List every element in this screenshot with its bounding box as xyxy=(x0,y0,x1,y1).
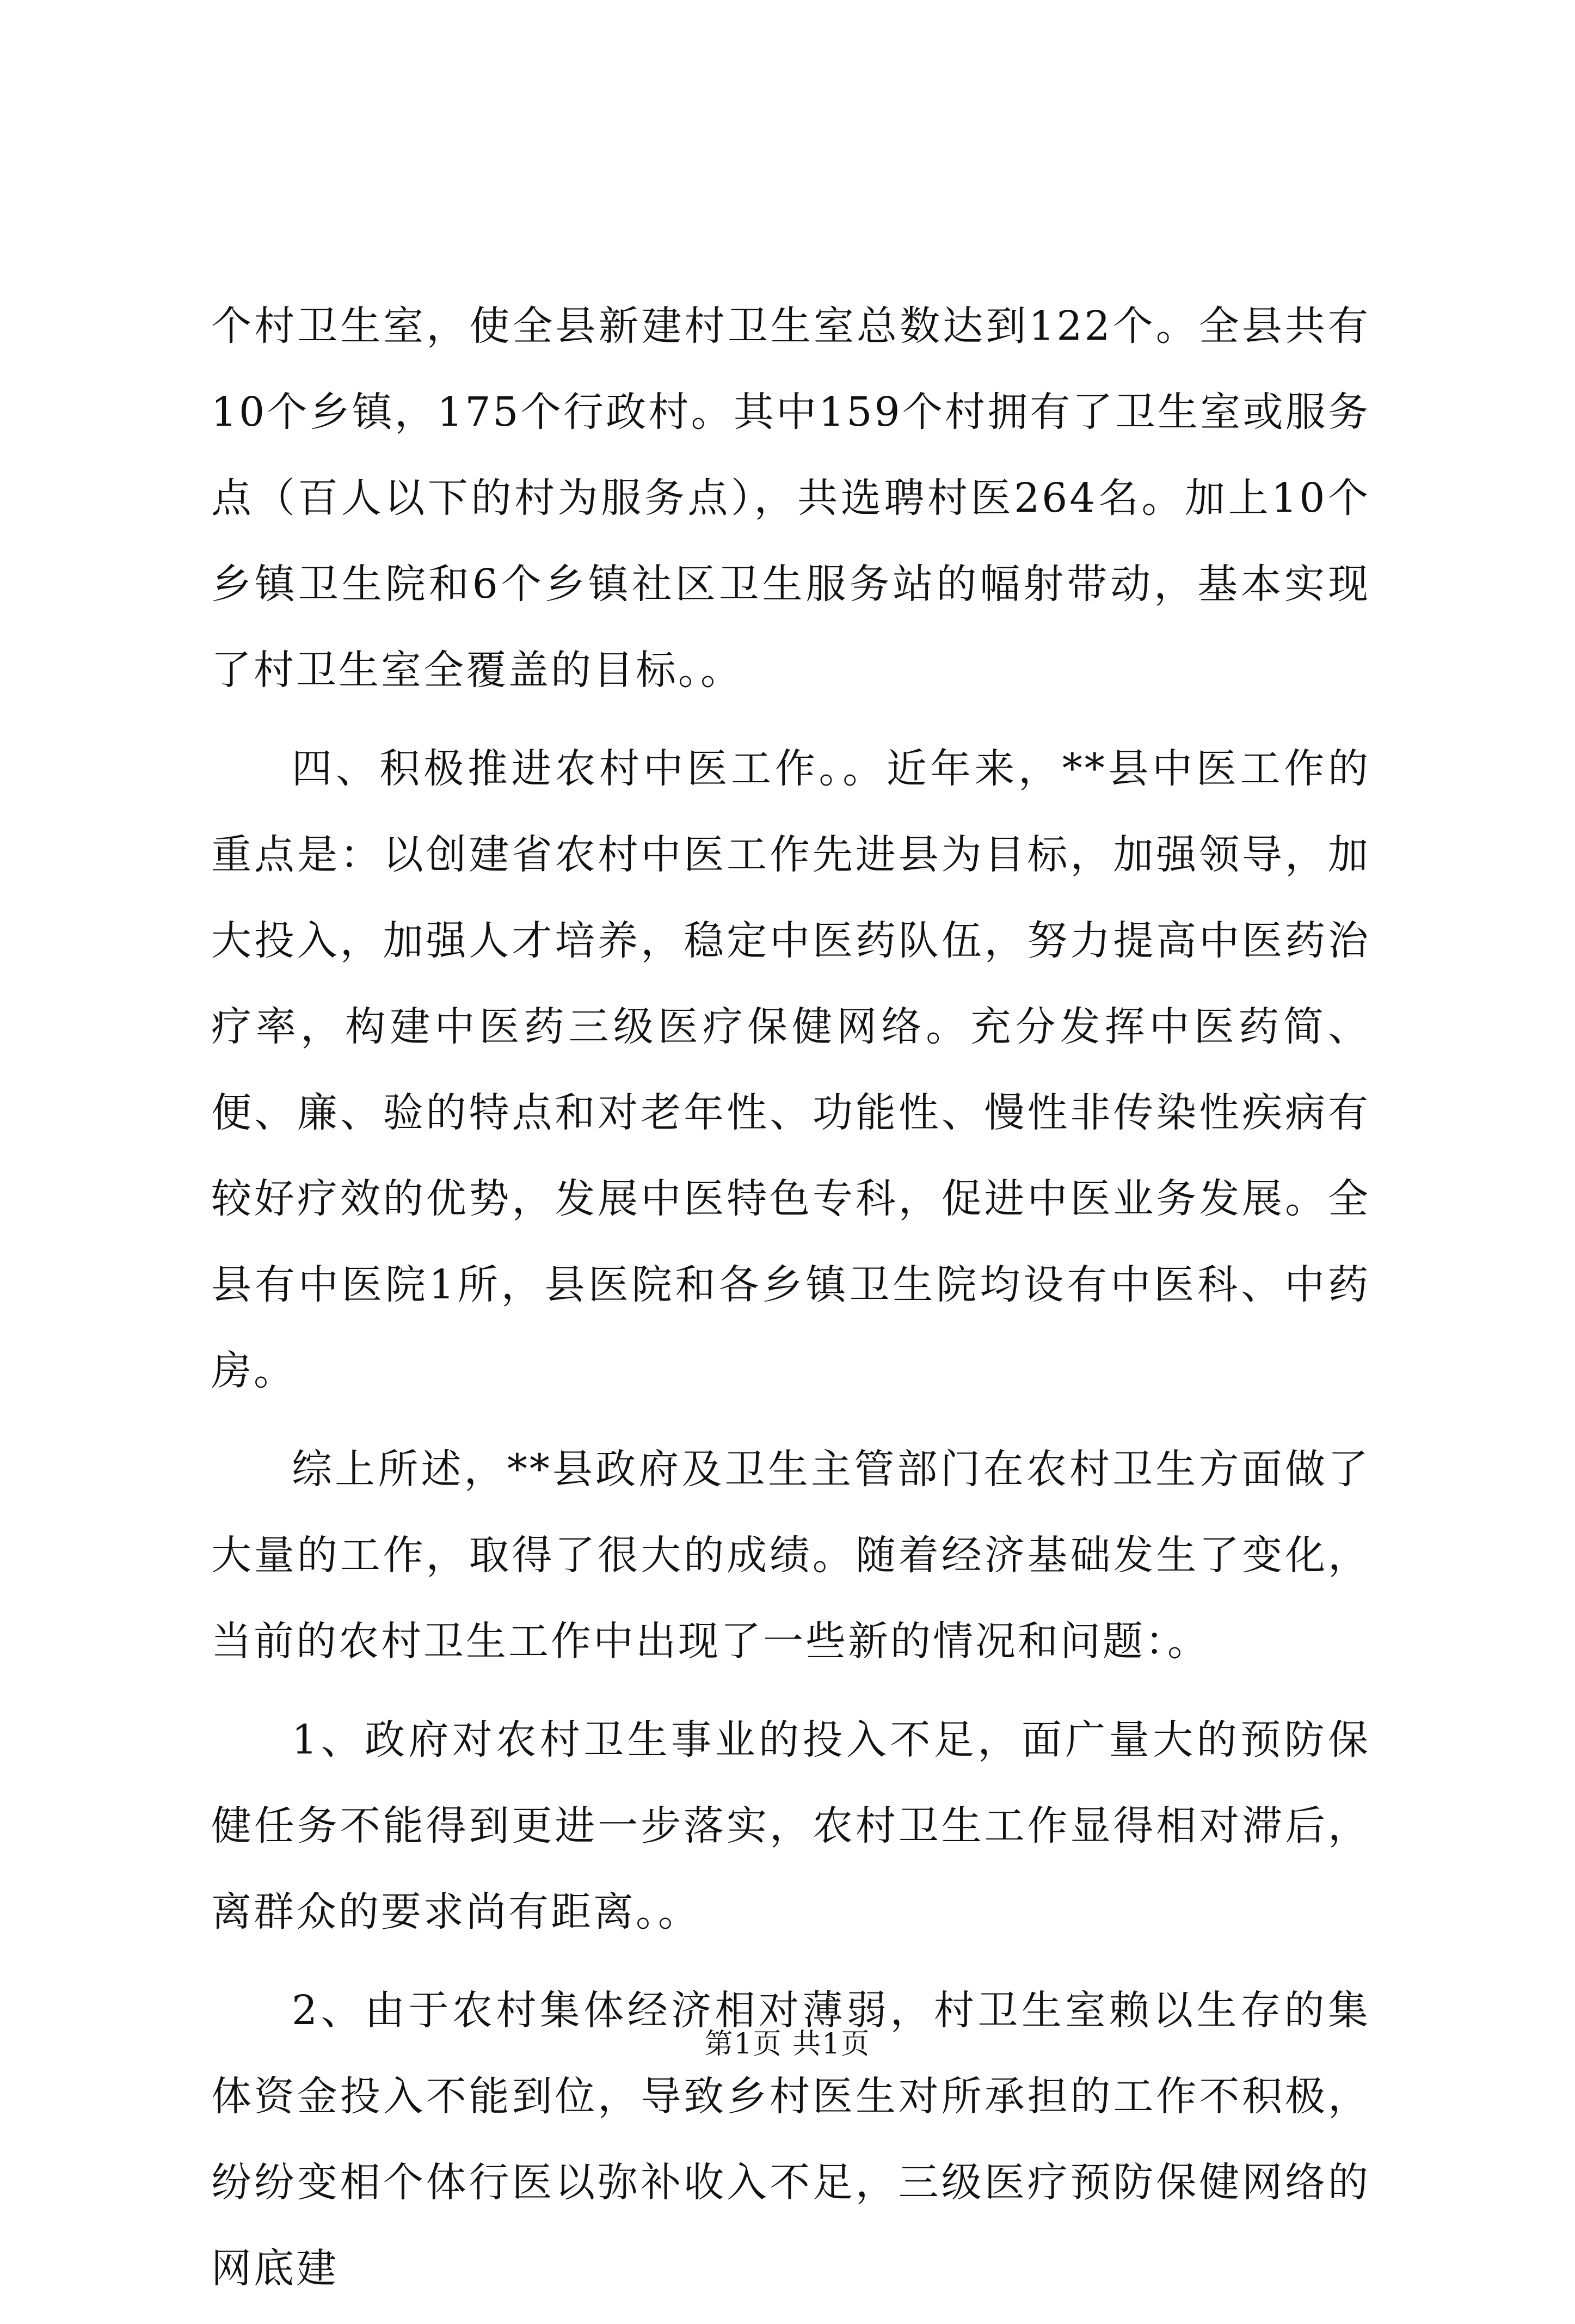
paragraph-summary: 综上所述，**县政府及卫生主管部门在农村卫生方面做了大量的工作，取得了很大的成绩。随着经济基础发生了变化，当前的农村卫生工作中出现了一些新的情况和问题：。 xyxy=(211,1446,1370,1665)
paragraph-section-four: 四、积极推进农村中医工作。。近年来，**县中医工作的重点是：以创建省农村中医工作先进县为目标，加强领导，加大投入，加强人才培养，稳定中医药队伍，努力提高中医药治疗率，构建中医药三级医疗保健网络。充分发挥中医药简、便、廉、验的特点和对老年性、功能性、慢性非传染性疾病有较好疗效的优势，发展中医特色专科，促进中医业务发展。全县有中医院1所，县医院和各乡镇卫生院均设有中医科、中药房。 xyxy=(211,745,1370,1394)
paragraph-problem-two: 2、由于农村集体经济相对薄弱，村卫生室赖以生存的集体资金投入不能到位，导致乡村医生对所承担的工作不积极，纷纷变相个体行医以弥补收入不足，三级医疗预防保健网络的网底建 xyxy=(211,1987,1370,2292)
page-number-label: 第1页 共1页 xyxy=(704,2028,871,2061)
document-body xyxy=(211,283,1370,2324)
paragraph-continuation: 个村卫生室，使全县新建村卫生室总数达到122个。全县共有10个乡镇，175个行政村。其中159个村拥有了卫生室或服务点（百人以下的村为服务点），共选聘村医264名。加上10个乡镇卫生院和6个乡镇社区卫生服务站的幅射带动，基本实现了村卫生室全覆盖的目标。。 xyxy=(211,303,1370,694)
page-footer xyxy=(0,2022,1575,2066)
paragraph-problem-one: 1、政府对农村卫生事业的投入不足，面广量大的预防保健任务不能得到更进一步落实，农村卫生工作显得相对滞后，离群众的要求尚有距离。。 xyxy=(211,1716,1370,1935)
